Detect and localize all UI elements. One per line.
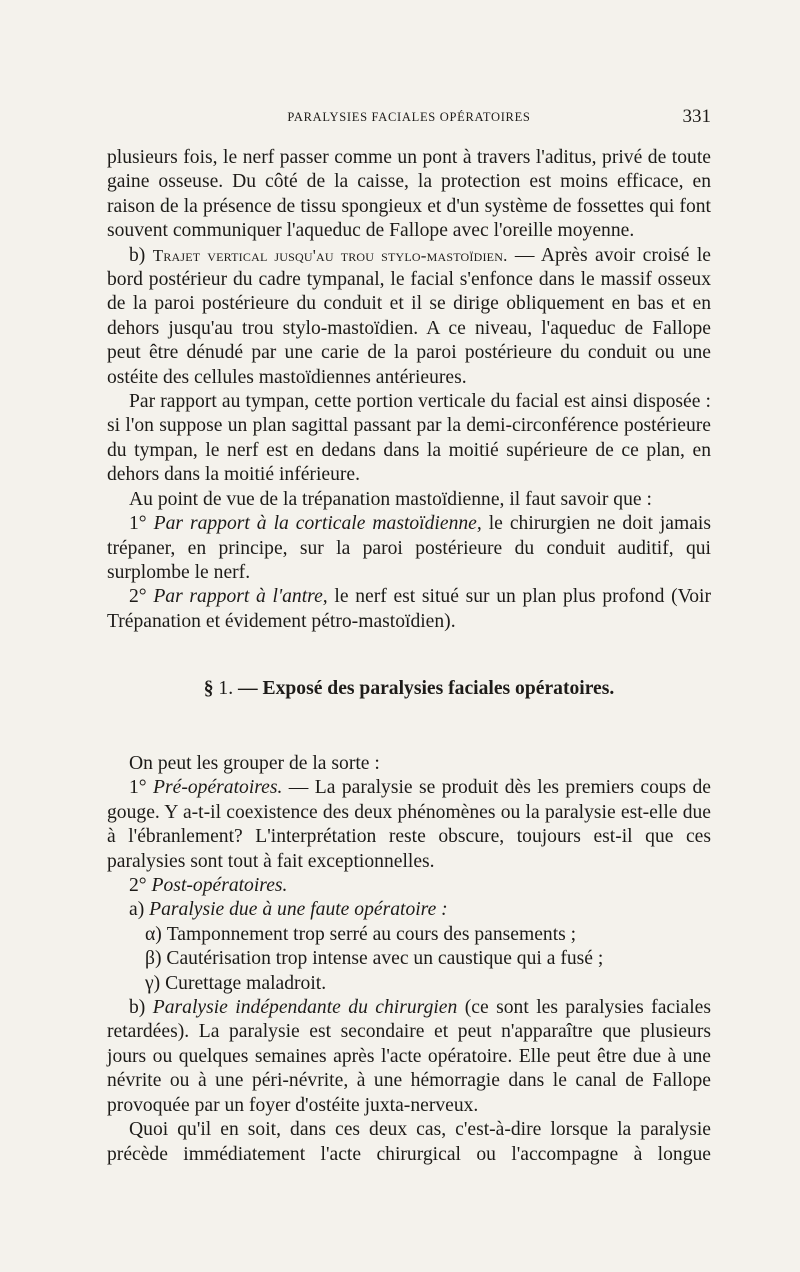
italic-phrase: Par rapport à l'antre, (153, 586, 328, 608)
paragraph: plusieurs fois, le nerf passer comme un pont à travers l'aditus, privé de toute gaine osseuse. Du côté de la caisse, la protection est moins efficace, en raison de la présence de tissu spongieux et d'un système de fossettes qui font souvent communiquer l'aqueduc de Fallope avec l'oreille moyenne. (107, 147, 711, 242)
paragraph-text: — Après avoir croisé le bord postérieur du cadre tympanal, le facial s'enfonce dans le massif osseux de la paroi postérieure du conduit et il se dirige obliquement en bas et en dehors jusqu'au trou stylo-mastoïdien. A ce niveau, l'aqueduc de Fallope peut être dénudé par une carie de la paroi postérieure du conduit ou une ostéite des cellules mastoïdiennes antérieures. (107, 244, 711, 388)
paragraph-pre-operatoires (107, 776, 711, 874)
paragraph-b-independante (107, 996, 711, 1118)
item-number: 2° (129, 875, 147, 897)
paragraph-text: — La paralysie se produit dès les premiers coups de gouge. Y a-t-il coexistence des deux phénomènes ou la paralysie est-elle due à l'ébranlement? L'interprétation reste obscure, toujours est-il que ces paralysies sont tout à fait exceptionnelles. (107, 777, 711, 872)
text-block-classification (107, 752, 711, 1167)
list-item-alpha: α) Tamponnement trop serré au cours des pansements ; (145, 923, 577, 945)
italic-phrase: Paralysie due à une faute opératoire : (149, 899, 448, 921)
paragraph: Au point de vue de la trépanation mastoïdienne, il faut savoir que : (129, 488, 652, 510)
paragraph: Par rapport au tympan, cette portion verticale du facial est ainsi disposée : si l'on suppose un plan sagittal passant par la demi-circonférence postérieure du tympan, le nerf est en dedans dans la moitié supérieure de ce plan, en dehors dans la moitié inférieure. (107, 391, 711, 486)
item-label: a) (129, 899, 145, 921)
section-title: — Exposé des paralysies faciales opératoires. (238, 678, 615, 699)
item-number: 2° (129, 586, 147, 608)
running-title: PARALYSIES FACIALES OPÉRATOIRES (287, 110, 531, 124)
italic-phrase: Post-opératoires. (151, 875, 288, 897)
paragraph-text: le nerf est situé sur un plan plus profond (Voir Trépanation et évidement pétro-mastoïdien). (107, 586, 711, 632)
list-item-beta: β) Cautérisation trop intense avec un caustique qui a fusé ; (145, 948, 604, 970)
paragraph-rule-1 (107, 512, 711, 585)
section-heading (107, 678, 711, 700)
page-header (107, 106, 711, 132)
item-number: 1° (129, 777, 147, 799)
item-number: 1° (129, 513, 147, 535)
subheading-smallcaps: Trajet vertical jusqu'au trou stylo-mastoïdien. (152, 245, 508, 265)
italic-phrase: Par rapport à la corticale mastoïdienne, (153, 513, 482, 535)
paragraph-text: (ce sont les paralysies faciales retardées). La paralysie est secondaire et peut n'apparaître que plusieurs jours ou quelques semaines après l'acte opératoire. Elle peut être due à une névrite ou à une péri-névrite, à une hémorragie dans le canal de Fallope provoquée par un foyer d'ostéite juxta-nerveux. (107, 997, 711, 1116)
paragraph: Quoi qu'il en soit, dans ces deux cas, c'est-à-dire lorsque la paralysie précède immédiatement l'acte chirurgical ou l'accompagne à longue (107, 1119, 711, 1165)
paragraph-post-operatoires (107, 874, 711, 898)
page-number: 331 (682, 106, 711, 127)
text-block-anatomy (107, 146, 711, 634)
paragraph-rule-2 (107, 585, 711, 634)
paragraph-a-faute (107, 898, 711, 922)
paragraph-b-trajet (107, 244, 711, 390)
paragraph: On peut les grouper de la sorte : (129, 753, 380, 774)
section-number: 1. (218, 678, 234, 699)
italic-phrase: Pré-opératoires. (153, 777, 283, 799)
paragraph-text: le chirurgien ne doit jamais trépaner, en principe, sur la paroi postérieure du conduit auditif, qui surplombe le nerf. (107, 513, 712, 583)
section-symbol: § (203, 678, 214, 699)
italic-phrase: Paralysie indépendante du chirurgien (152, 997, 458, 1019)
list-item-gamma: γ) Curettage maladroit. (145, 972, 327, 994)
item-label: b) (129, 244, 146, 266)
item-label: b) (129, 997, 146, 1019)
